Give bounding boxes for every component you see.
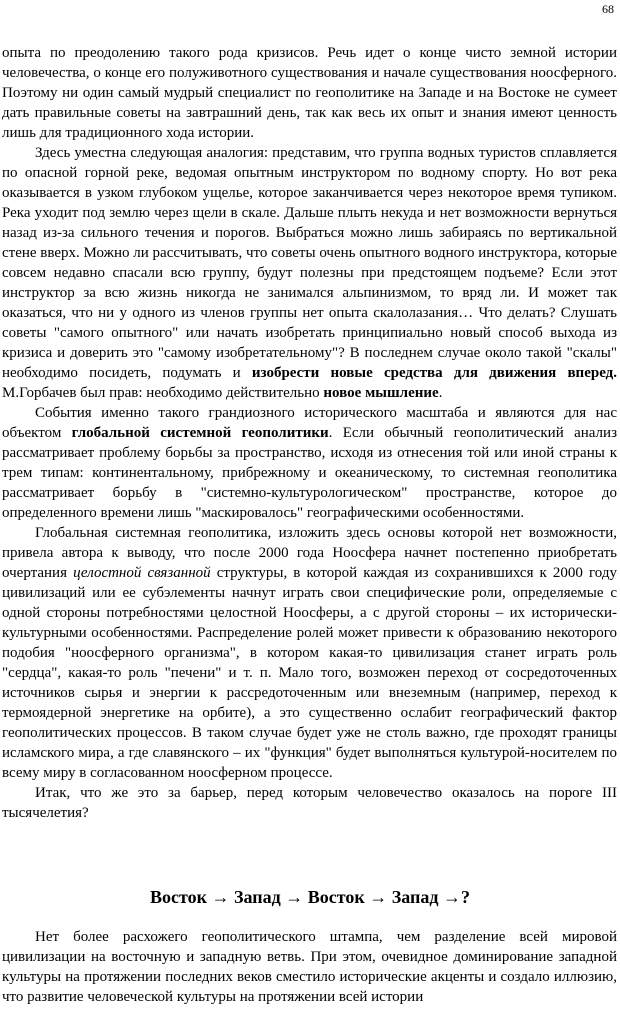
paragraph [2, 523, 617, 783]
text-run: Здесь уместна следующая аналогия: представим, что группа водных туристов сплавляется по опасной горной реке, ведомая опытным инструктором по водному спорту. Но вот река оказывается в узком глубоком ущелье, которое заканчивается через некоторое время тупиком. Река уходит под землю через щели в скале. Дальше плыть некуда и нет возможности вернуться назад из-за сильного течения и порогов. Выбраться можно лишь забираясь по вертикальной стене вверх. Можно ли рассчитывать, что советы очень опытного водного инструктора, которые совсем недавно спасали всю группу, будут полезны при предстоящем подъеме? Если этот инструктор за всю жизнь никогда не занимался альпинизмом, то вряд ли. И может так оказаться, что ни у одного из членов группы нет опыта скалолазания… Что делать? Слушать советы "самого опытного" или начать изобретать принципиально новый способ выхода из кризиса и доверить это "самому изобретательному"? В последнем случае около такой "скалы" необходимо посидеть, подумать и [2, 145, 617, 381]
paragraph [2, 783, 617, 823]
italic-text-run: целостной связанной [73, 565, 211, 581]
section-heading: Восток → Запад → Восток → Запад →? [150, 887, 470, 907]
text-run: опыта по преодолению такого рода кризисов. Речь идет о конце чисто земной истории человечества, о конце его полуживотного существования и начале существования ноосферного. Поэтому ни один самый мудрый специалист по геополитике на Западе и на Востоке не сумеет дать правильные советы на завтрашний день, так как весь их опыт и знания имеют ценность лишь для традиционного хода истории. [2, 45, 617, 141]
text-run: . [438, 385, 443, 401]
bold-text-run: глобальной системной геополитики [71, 425, 329, 441]
text-run: структуры, в которой каждая из сохранившихся к 2000 году цивилизаций или ее субэлементы начнут играть свои специфические роли, определяемые с одной стороны потребностями целостной Ноосферы, а с другой стороны – их исторически-культурными особенностями. Распределение ролей может привести к образованию некоторого подобия "ноосферного организма", в котором какая-то цивилизация станет играть роль "сердца", какая-то роль "печени" и т. п. Мало того, возможен переход от сосредоточенных источников сырья и энергии к рассредоточенным или внеземным (например, переход к термоядерной энергетике на орбите), а это существенно ослабит географический фактор геополитических процессов. В таком случае будет уже не столь важно, где проходят границы исламского мира, а где славянского – их "функция" будет выполняться культурой-носителем по всему миру в согласованном ноосферном процессе. [2, 565, 618, 781]
body-text-bottom [2, 927, 617, 1007]
text-run: События именно такого грандиозного исторического масштаба и являются для нас объектом [2, 405, 617, 441]
text-run: Глобальная системная геополитика, изложить здесь основы которой нет возможности, привела автора к выводу, что после 2000 года Ноосфера начнет постепенно приобретать очертания [2, 525, 617, 581]
text-run: Итак, что же это за барьер, перед которым человечество оказалось на пороге III тысячелетия? [2, 785, 617, 821]
page-number: 68 [602, 2, 614, 16]
bold-text-run: изобрести новые средства для движения вперед. [251, 365, 618, 381]
paragraph [2, 43, 617, 143]
text-run: . Если обычный геополитический анализ рассматривает проблему борьбы за пространство, исходя из отнесения той или иной страны к трем типам: континентальному, прибрежному и океаническому, то системная геополитика рассматривает борьбу в "системно-культурологическом" пространстве, которое до определенного времени лишь "маскировалось" географическими особенностями. [2, 425, 617, 521]
body-text-top [2, 43, 617, 823]
text-run: М.Горбачев был прав: необходимо действительно [2, 385, 324, 401]
bold-text-run: новое мышление [323, 385, 439, 401]
paragraph [2, 143, 617, 403]
paragraph [2, 927, 617, 1007]
text-run: Нет более расхожего геополитического штампа, чем разделение всей мировой цивилизации на восточную и западную ветвь. При этом, очевидное доминирование западной культуры на протяжении последних веков сместило исторические акценты и создало иллюзию, что развитие человеческой культуры на протяжении всей истории [2, 929, 617, 1005]
paragraph [2, 403, 617, 523]
